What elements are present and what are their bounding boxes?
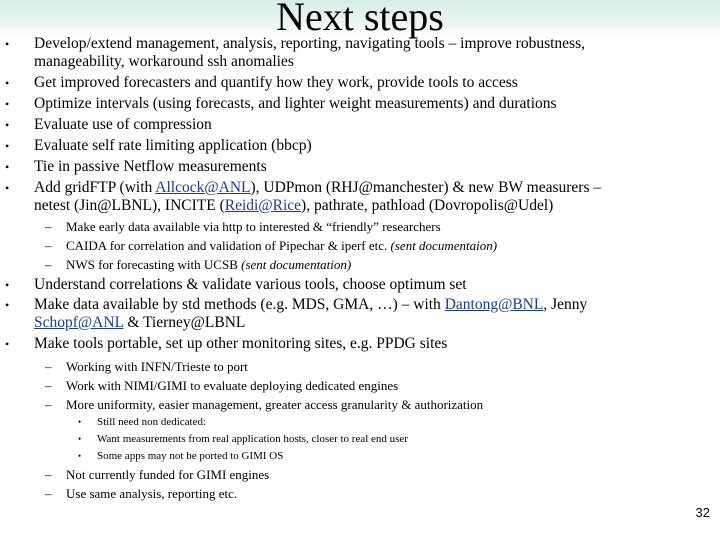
list-item bbox=[5, 276, 714, 294]
bullet-icon: • bbox=[5, 97, 10, 111]
list-item bbox=[5, 95, 714, 113]
bullet-icon: • bbox=[5, 278, 10, 292]
bullet-icon: • bbox=[5, 298, 10, 312]
item-text: Make early data available via http to interested & “friendly” researchers bbox=[66, 219, 441, 234]
item-line: Make tools portable, set up other monitoring sites, e.g. PPDG sites bbox=[34, 335, 448, 352]
text-segment: , Jenny bbox=[543, 296, 588, 313]
list-item bbox=[45, 218, 706, 235]
item-italic: (sent documentaion) bbox=[390, 238, 498, 253]
text-segment: ), UDPmon (RHJ@manchester) & new BW measurers – bbox=[250, 179, 602, 196]
list-item bbox=[78, 432, 697, 447]
list-item bbox=[5, 74, 714, 92]
dash-icon: – bbox=[45, 486, 52, 501]
dash-icon: – bbox=[45, 238, 52, 253]
sub-list-1 bbox=[45, 218, 706, 273]
dash-icon: – bbox=[45, 378, 52, 393]
list-item bbox=[5, 158, 714, 176]
list-item bbox=[45, 396, 706, 413]
item-text: NWS for forecasting with UCSB bbox=[66, 257, 242, 272]
text-segment: Add gridFTP (with bbox=[34, 179, 156, 196]
item-italic: (sent documentation) bbox=[241, 257, 352, 272]
item-text: More uniformity, easier management, greater access granularity & authorization bbox=[66, 397, 484, 412]
dash-icon: – bbox=[45, 219, 52, 234]
sub-list-4 bbox=[45, 466, 706, 502]
list-item bbox=[45, 256, 706, 273]
link-reidi[interactable]: Reidi@Rice bbox=[224, 197, 302, 214]
item-line: Develop/extend management, analysis, reporting, navigating tools – improve robustness, bbox=[34, 35, 585, 52]
link-dantong[interactable]: Dantong@BNL bbox=[444, 296, 544, 313]
link-schopf[interactable]: Schopf@ANL bbox=[34, 314, 124, 331]
list-item bbox=[45, 237, 706, 254]
page-number: 32 bbox=[695, 505, 710, 520]
list-item bbox=[5, 137, 714, 155]
item-text: Working with INFN/Trieste to port bbox=[66, 359, 248, 374]
list-item bbox=[5, 296, 714, 332]
item-line: Evaluate use of compression bbox=[34, 116, 212, 133]
item-text: Still need non dedicated: bbox=[97, 416, 207, 428]
list-item bbox=[78, 449, 697, 464]
bullet-icon: • bbox=[78, 451, 82, 461]
bullet-icon: • bbox=[5, 139, 10, 153]
bullet-icon: • bbox=[5, 337, 10, 351]
item-line: Optimize intervals (using forecasts, and lighter weight measurements) and durations bbox=[34, 95, 557, 112]
text-segment: netest (Jin@LBNL), INCITE ( bbox=[34, 197, 225, 214]
item-line bbox=[34, 179, 714, 197]
list-item bbox=[5, 335, 714, 353]
bullet-icon: • bbox=[78, 434, 82, 444]
item-line: Understand correlations & validate various tools, choose optimum set bbox=[34, 276, 467, 293]
item-text: Not currently funded for GIMI engines bbox=[66, 467, 270, 482]
slide-title: Next steps bbox=[276, 0, 444, 39]
item-text: Some apps may not be ported to GIMI OS bbox=[97, 450, 284, 462]
item-text: Use same analysis, reporting etc. bbox=[66, 486, 238, 501]
item-line bbox=[34, 314, 714, 332]
list-item bbox=[45, 358, 706, 375]
item-line: Get improved forecasters and quantify how they work, provide tools to access bbox=[34, 74, 518, 91]
bullet-icon: • bbox=[5, 181, 10, 195]
bullet-icon: • bbox=[5, 76, 10, 90]
dash-icon: – bbox=[45, 467, 52, 482]
list-item bbox=[5, 35, 714, 71]
bullet-icon: • bbox=[78, 417, 82, 427]
item-line bbox=[34, 296, 714, 314]
list-item-gridftp bbox=[5, 179, 714, 215]
text-segment: Make data available by std methods (e.g. MDS, GMA, …) – with bbox=[34, 296, 445, 313]
item-text: Want measurements from real application hosts, closer to real end user bbox=[97, 433, 408, 445]
item-line: manageability, workaround ssh anomalies bbox=[34, 53, 294, 70]
bullet-icon: • bbox=[5, 118, 10, 132]
dash-icon: – bbox=[45, 359, 52, 374]
sub-list-3 bbox=[78, 415, 697, 464]
list-item bbox=[45, 485, 706, 502]
list-item bbox=[78, 415, 697, 430]
list-item bbox=[45, 466, 706, 483]
bullet-icon: • bbox=[5, 160, 10, 174]
item-text: CAIDA for correlation and validation of Pipechar & iperf etc. bbox=[66, 238, 391, 253]
text-segment: ), pathrate, pathload (Dovropolis@Udel) bbox=[301, 197, 554, 214]
item-line: Tie in passive Netflow measurements bbox=[34, 158, 267, 175]
item-line bbox=[34, 197, 714, 215]
dash-icon: – bbox=[45, 257, 52, 272]
bullet-list-main bbox=[5, 35, 714, 215]
item-line: Evaluate self rate limiting application (bbcp) bbox=[34, 137, 312, 154]
list-item bbox=[5, 116, 714, 134]
item-text: Work with NIMI/GIMI to evaluate deploying dedicated engines bbox=[66, 378, 399, 393]
list-item bbox=[45, 377, 706, 394]
dash-icon: – bbox=[45, 397, 52, 412]
link-allcock[interactable]: Allcock@ANL bbox=[155, 179, 251, 196]
sub-list-2 bbox=[45, 358, 706, 413]
text-segment: & Tierney@LBNL bbox=[123, 314, 246, 331]
bullet-list-secondary bbox=[5, 276, 714, 353]
bullet-icon: • bbox=[5, 37, 10, 51]
